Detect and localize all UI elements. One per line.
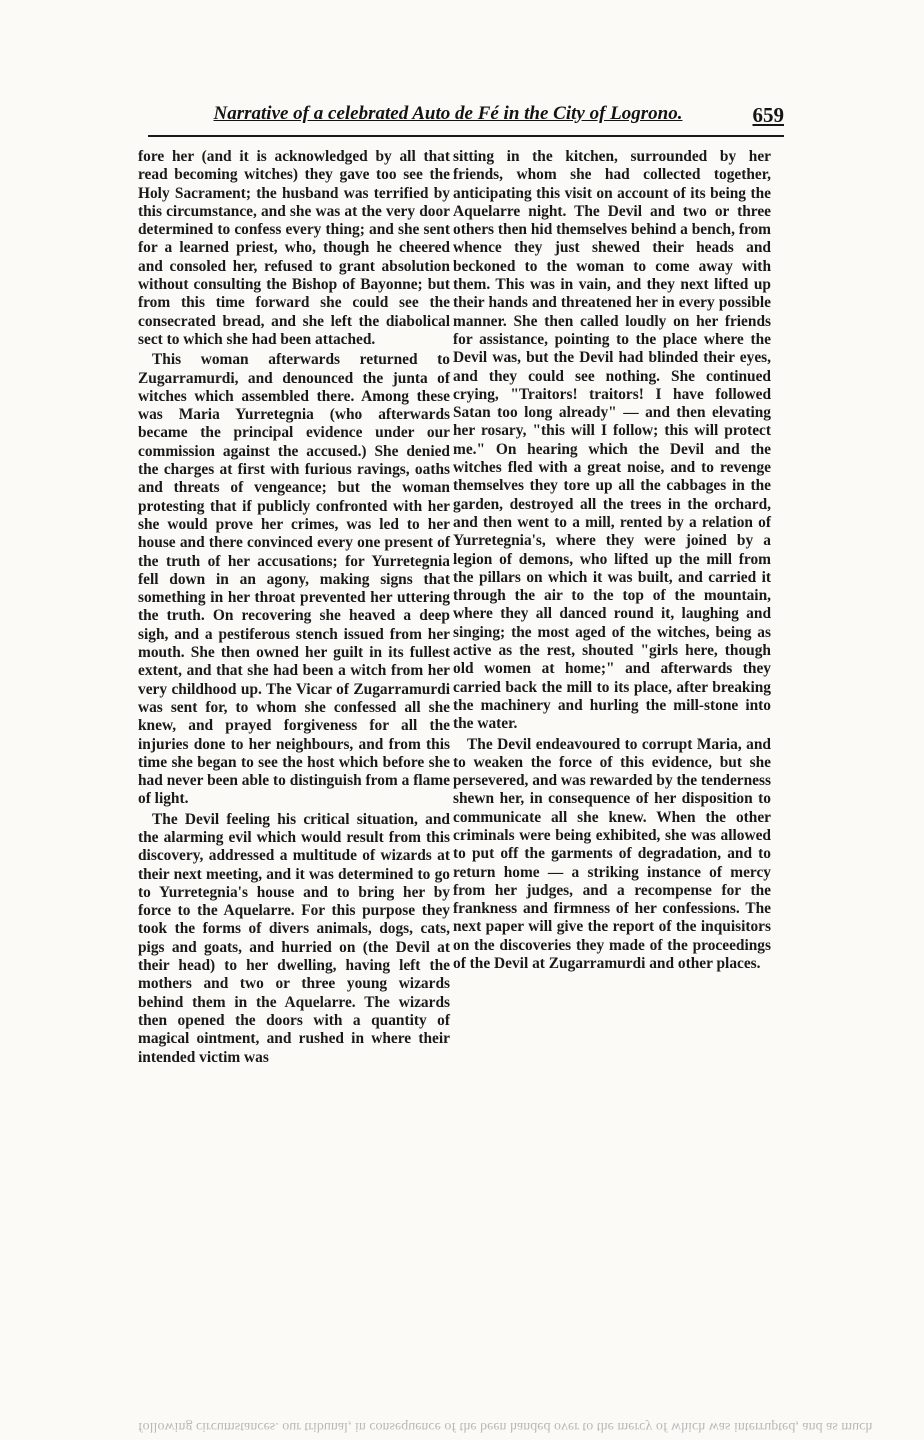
paragraph: fore her (and it is acknowledged by all that read becoming witches) they gave too see the Holy Sacrament; the husband was terrified by this circumstance, and she was at the very door determined to confess every thing; and she sent for a learned priest, who, though he cheered and consoled her, refused to grant absolution without consulting the Bishop of Bayonne; but from this time forward she could see the consecrated bread, and she left the diabolical sect to which she had been attached. <box>138 148 450 348</box>
paragraph: This woman afterwards returned to Zugarramurdi, and denounced the junta of witches which assembled there. Among these was Maria Yurretegnia (who afterwards became the principal evidence under our commission against the accused.) She denied the charges at first with furious ravings, oaths and threats of vengeance; but the woman protesting that if publicly confronted with her she would prove her crimes, was led to her house and there convinced every one present of the truth of her accusations; for Yurretegnia fell down in an agony, making signs that something in her throat prevented her uttering the truth. On recovering she heaved a deep sigh, and a pestiferous stench issued from her mouth. She then owned her guilt in its fullest extent, and that she had been a witch from her very childhood up. The Vicar of Zugarramurdi was sent for, to whom she confessed all she knew, and prayed forgiveness for all the injuries done to her neighbours, and from this time she began to see the host which before she had never been able to distinguish from a flame of light. <box>138 351 450 808</box>
bleed-through-text: following circumstances. our tribunal, in consequence of the been handed over to the mercy of which was interrupted, and as much <box>138 1419 873 1434</box>
paragraph: The Devil endeavoured to corrupt Maria, and to weaken the force of this evidence, but she persevered, and was rewarded by the tenderness shewn her, in consequence of her disposition to communicate all she knew. When the other criminals were being exhibited, she was allowed to put off the garments of degradation, and to return home — a striking instance of mercy from her judges, and a recompense for the frankness and firmness of her confessions. The next paper will give the report of the inquisitors on the discoveries they made of the proceedings of the Devil at Zugarramurdi and other places. <box>453 735 771 973</box>
page-header <box>148 103 784 143</box>
header-rule <box>148 135 784 137</box>
paragraph: The Devil feeling his critical situation, and the alarming evil which would result from this discovery, addressed a multitude of wizards at their next meeting, and it was determined to go to Yurretegnia's house and to bring her by force to the Aquelarre. For this purpose they took the forms of divers animals, dogs, cats, pigs and goats, and hurried on (the Devil at their head) to her dwelling, having left the mothers and two or three young wizards behind them in the Aquelarre. The wizards then opened the doors with a quantity of magical ointment, and rushed in where their intended victim was <box>138 810 450 1066</box>
left-column <box>138 148 450 1410</box>
page-number: 659 <box>752 103 784 127</box>
paragraph: sitting in the kitchen, surrounded by her friends, whom she had collected together, anticipating this visit on account of its being the Aquelarre night. The Devil and two or three others then hid themselves behind a bench, from whence they just shewed their heads and beckoned to the woman to come away with them. This was in vain, and they next lifted up their hands and threatened her in every possible manner. She then called loudly on her friends for assistance, pointing to the place where the Devil was, but the Devil had blinded their eyes, and they could see nothing. She continued crying, "Traitors! traitors! I have followed Satan too long already" — and then elevating her rosary, "this will I follow; this will protect me." On hearing which the Devil and the witches fled with a great noise, and to revenge themselves they tore up all the cabbages in the garden, destroyed all the trees in the orchard, and then went to a mill, rented by a relation of Yurretegnia's, where they were joined by a legion of demons, who lifted up the mill from the pillars on which it was built, and carried it through the air to the top of the mountain, where they all danced round it, laughing and singing; the most aged of the witches, being as active as the rest, shouted "girls here, though old women at home;" and afterwards they carried back the mill to its place, after breaking the machinery and hurling the mill-stone into the water. <box>453 148 771 733</box>
running-title: Narrative of a celebrated Auto de Fé in the City of Logrono. <box>213 103 683 124</box>
right-column <box>453 148 771 1410</box>
